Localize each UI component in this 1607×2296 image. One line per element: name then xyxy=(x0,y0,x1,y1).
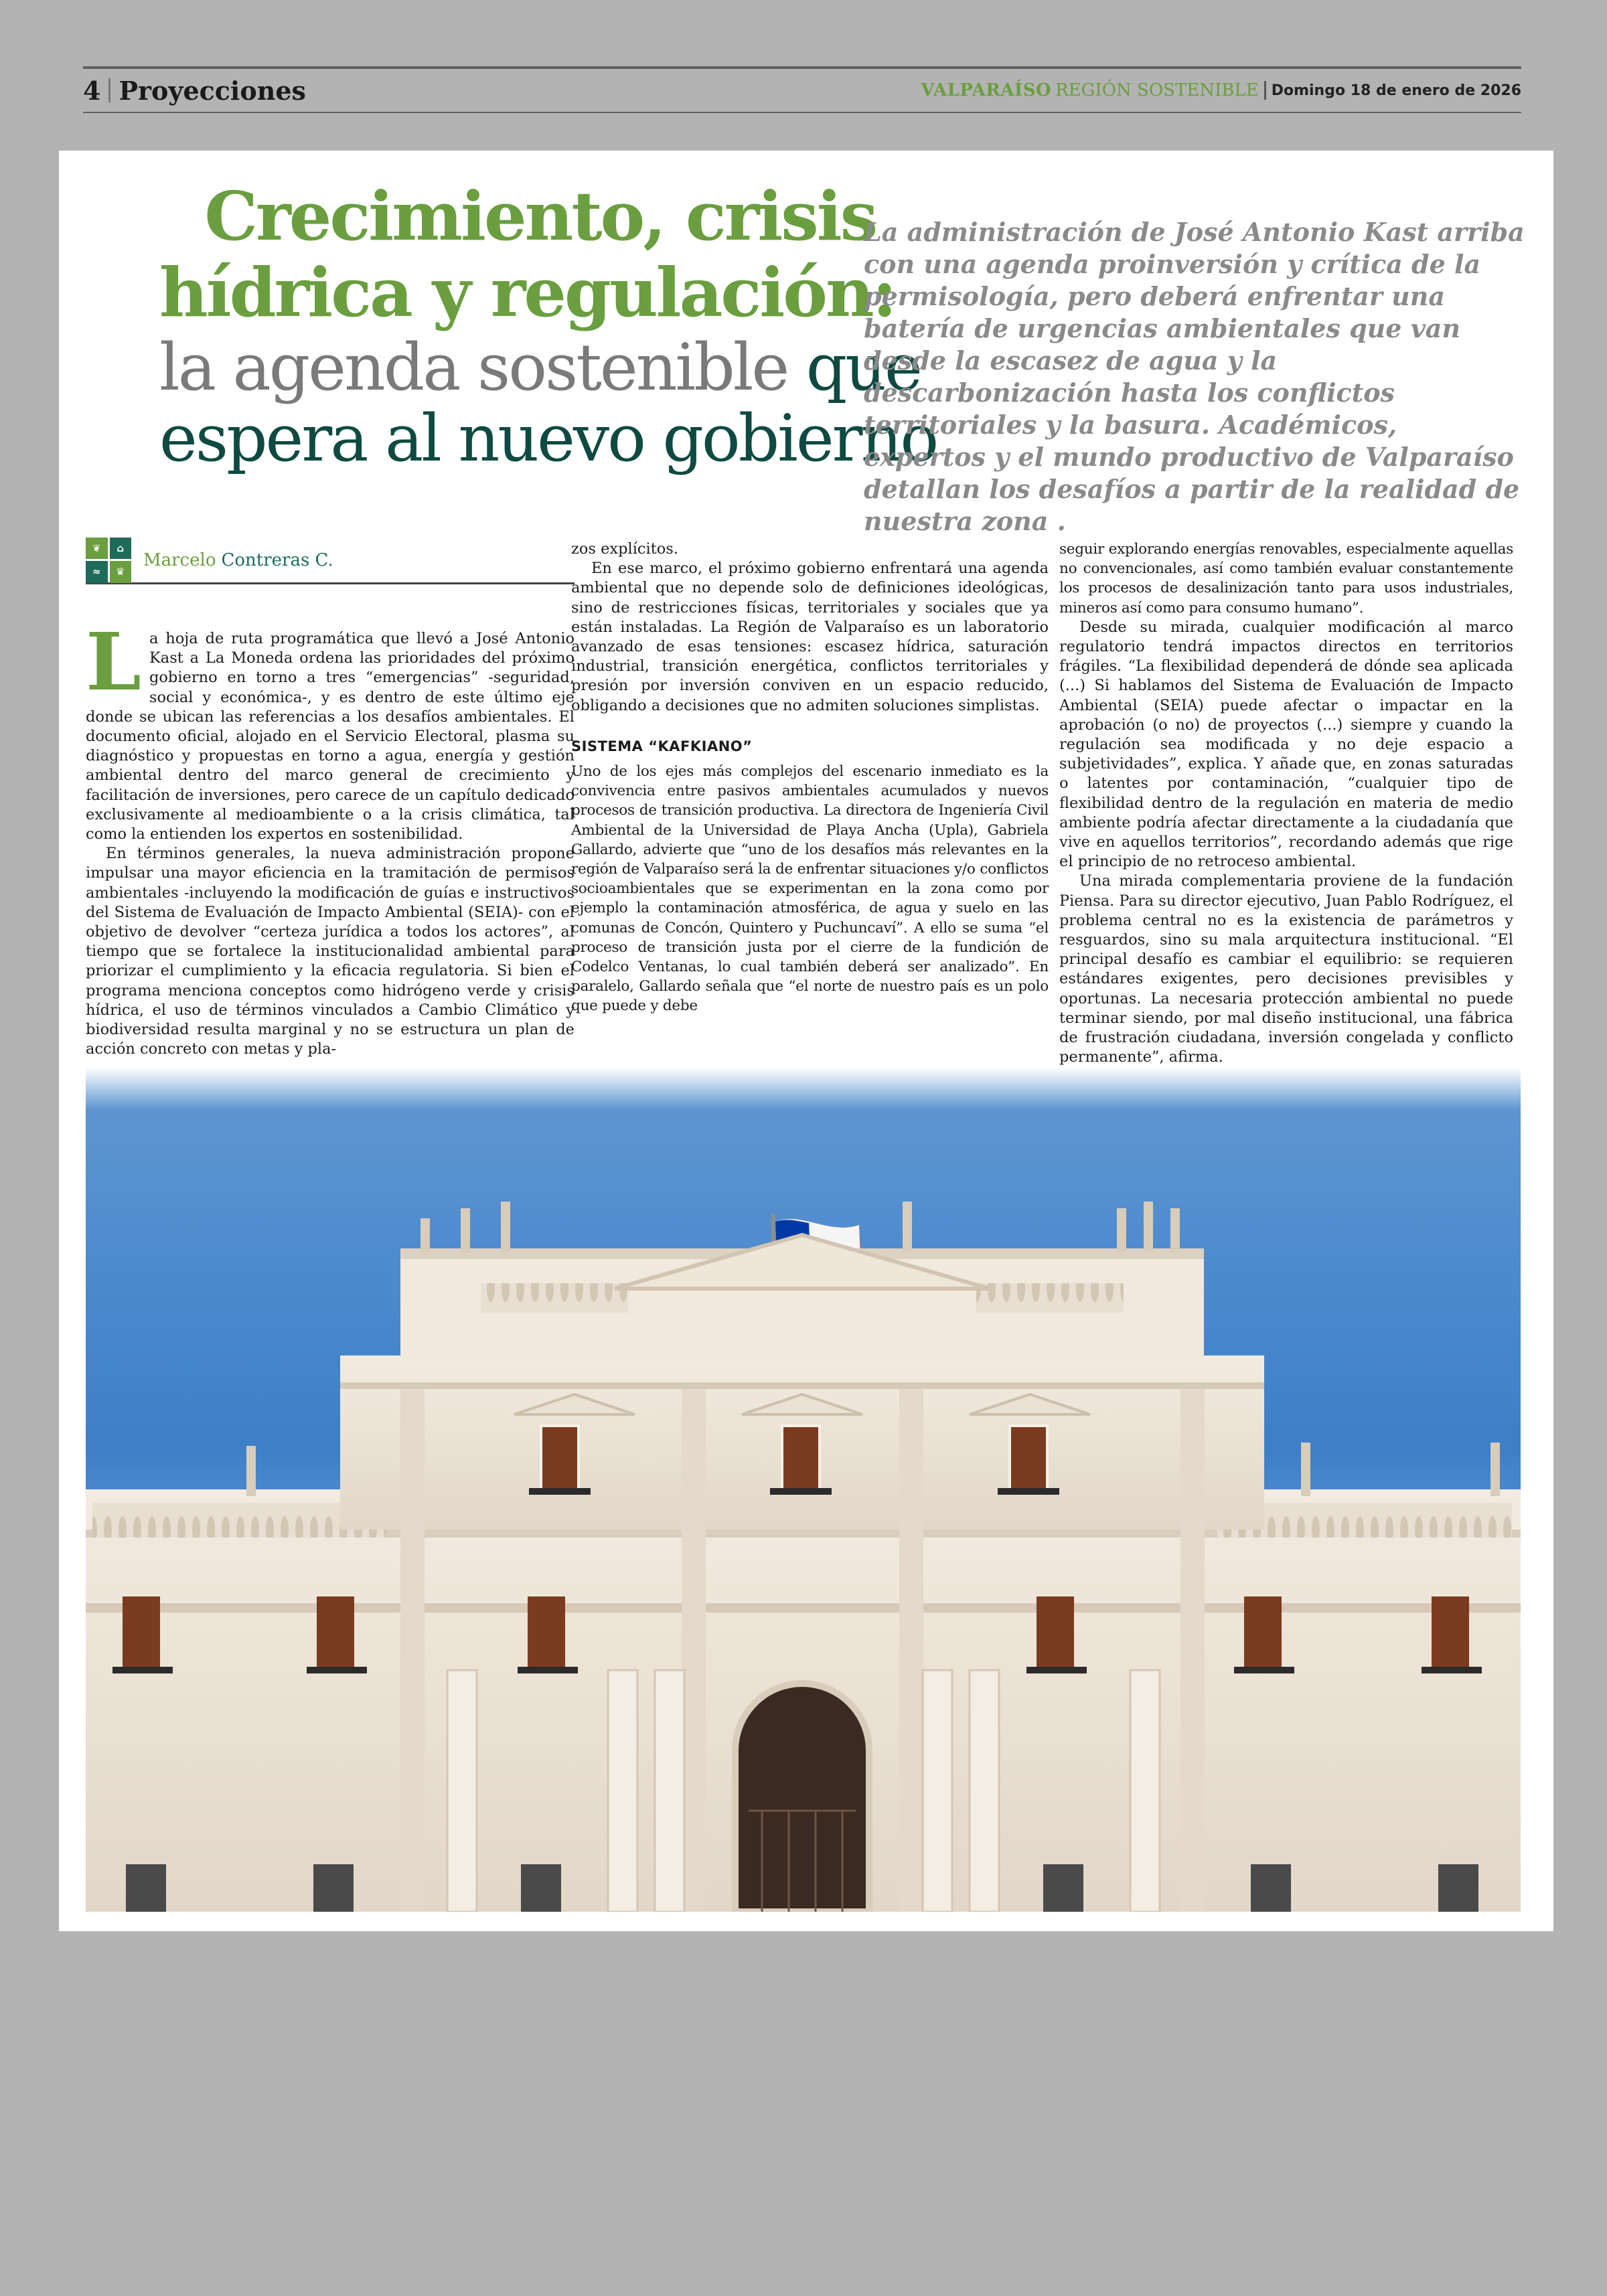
header-brand xyxy=(921,80,1521,100)
headline-line-3-teal: que xyxy=(787,330,921,405)
region-logo xyxy=(86,538,131,583)
brand-secondary: REGIÓN SOSTENIBLE xyxy=(1055,80,1259,100)
headline xyxy=(159,177,937,476)
header-divider xyxy=(108,78,110,102)
headline-line-3 xyxy=(159,330,921,405)
author-first-name: Marcelo xyxy=(143,550,216,570)
headline-line-4: espera al nuevo gobierno xyxy=(159,401,937,476)
page-number: 4 xyxy=(83,75,101,106)
paragraph: Uno de los ejes más complejos del escenario inmediato es la convivencia entre pasivos ambientales acumulados y nuevos procesos de transición productiva. La directora de Ingeniería Civil Ambiental de la Universidad de Playa Ancha (Upla), Gabriela Gallardo, advierte que “uno de los desafíos más relevantes en la región de Valparaíso será la de enfrentar situaciones y/o conflictos socioambientales que se experimentan en la zona como por ejemplo la contaminación atmosférica, de agua y suelo en las comunas de Concón, Quintero y Puchuncaví”. A ello se suma “el proceso de transición justa por el cierre de la fundición de Codelco Ventanas, lo cual también deberá ser analizado”. En paralelo, Gallardo señala que “el norte de nuestro país es un polo que puede y debe xyxy=(571,763,1049,1015)
byline xyxy=(86,538,575,584)
headline-line-2: hídrica y regulación: xyxy=(159,253,895,332)
paragraph: zos explícitos. xyxy=(571,540,678,558)
crown-icon: ♛ xyxy=(110,561,132,583)
article-column-1 xyxy=(86,615,575,1059)
dropcap: L xyxy=(86,615,141,708)
paragraph: En ese marco, el próximo gobierno enfrentará una agenda ambiental que no depende solo de definiciones ideológicas, sino de restricciones físicas, territoriales y sociales que ya están instaladas. La Región de Valparaíso es un laboratorio avanzado de esas tensiones: escasez hídrica, saturación industrial, transición energética, conflictos territoriales y presión por inversión conviven en un espacio reducido, obligando a decisiones que no admiten soluciones simplistas. xyxy=(571,560,1049,714)
water-icon: ≈ xyxy=(86,561,108,583)
paragraph-text: a hoja de ruta programática que llevó a José Antonio Kast a La Moneda ordena las prioridades del próximo gobierno en torno a tres “emergencias” -seguridad, social y económica-, y es dentro de este último eje donde se ubican las referencias a los desafíos ambientales. El documento oficial, alojado en el Servicio Electoral, plasma su diagnóstico y propuestas en torno a agua, energía y gestión ambiental dentro del marco general de crecimiento y facilitación de inversiones, pero carece de un capítulo dedicado exclusivamente al medioambiente o a la crisis climática, tal como la entienden los expertos en sostenibilidad. xyxy=(86,630,575,843)
header-section xyxy=(83,76,306,106)
section-title: Proyecciones xyxy=(119,75,306,106)
page-header xyxy=(83,66,1521,113)
deck: La administración de José Antonio Kast arriba con una agenda proinversión y crítica de la permisología, pero deberá enfrentar una batería de urgencias ambientales que van desde la escasez de agua y la descarbonización hasta los conflictos territoriales y la basura. Académicos, expertos y el mundo productivo de Valparaíso detallan los desafíos a partir de la realidad de nuestra zona . xyxy=(864,217,1525,536)
article-column-2 xyxy=(571,540,1049,1016)
la-moneda-illustration xyxy=(86,1068,1521,1912)
paragraph: Una mirada complementaria proviene de la fundación Piensa. Para su director ejecutivo, Juan Pablo Rodríguez, el problema central no es la existencia de parámetros y resguardos, sino su mala arquitectura institucional. “El principal desafío es cambiar el equilibrio: se requieren estándares exigentes, pero decisiones previsibles y oportunas. La necesaria protección ambiental no puede terminar siendo, por mal diseño institucional, una fábrica de frustración ciudadana, inversión congelada y conflicto permanente”, afirma. xyxy=(1059,872,1513,1066)
author-last-name: Contreras C. xyxy=(221,550,333,570)
article-column-3 xyxy=(1059,540,1513,1067)
paragraph xyxy=(86,615,575,844)
subheading: SISTEMA “KAFKIANO” xyxy=(571,738,753,754)
leaf-icon: ❦ xyxy=(86,538,108,560)
headline-line-3-grey: la agenda sostenible xyxy=(159,330,788,405)
paragraph: Desde su mirada, cualquier modificación al marco regulatorio tendrá impactos directos en territorios frágiles. “La flexibilidad dependerá de dónde sea aplicada (...) Si hablamos del Sistema de Evaluación de Impacto Ambiental (SEIA) puede afectar o impactar en la aprobación (o no) de proyectos (...) siempre y cuando la regulación sea modificada y no deje espacio a subjetividades”, explica. Y añade que, en zonas saturadas o latentes por contaminación, “cualquier tipo de flexibilidad dentro de la regulación en materia de medio ambiente podría afectar directamente a la ciudadanía que vive en aquellos territorios”, recordando además que rige el principio de no retroceso ambiental. xyxy=(1059,618,1513,871)
issue-date: Domingo 18 de enero de 2026 xyxy=(1271,82,1521,99)
brand-primary: VALPARAÍSO xyxy=(921,80,1052,100)
paragraph: seguir explorando energías renovables, especialmente aquellas no convencionales, así como también evaluar constantemente los procesos de desalinización tanto para usos industriales, mineros así como para consumo humano”. xyxy=(1059,541,1513,617)
la-moneda-photo xyxy=(86,1068,1521,1912)
headline-line-1: Crecimiento, crisis xyxy=(204,177,876,256)
header-divider xyxy=(1264,81,1266,100)
house-icon: ⌂ xyxy=(110,538,132,560)
article-sheet xyxy=(59,151,1553,1931)
paragraph: En términos generales, la nueva administración propone impulsar una mayor eficiencia en la tramitación de permisos ambientales -incluyendo la modificación de guías e instructivos del Sistema de Evaluación de Impacto Ambiental (SEIA)- con el objetivo de devolver “certeza jurídica a todos los actores”, al tiempo que se fortalece la institucionalidad ambiental para priorizar el cumplimiento y la eficacia regulatoria. Si bien el programa menciona conceptos como hidrógeno verde y crisis hídrica, el uso de términos vinculados a Cambio Climático y biodiversidad resulta marginal y no se estructura un plan de acción concreto con metas y pla- xyxy=(86,845,575,1058)
